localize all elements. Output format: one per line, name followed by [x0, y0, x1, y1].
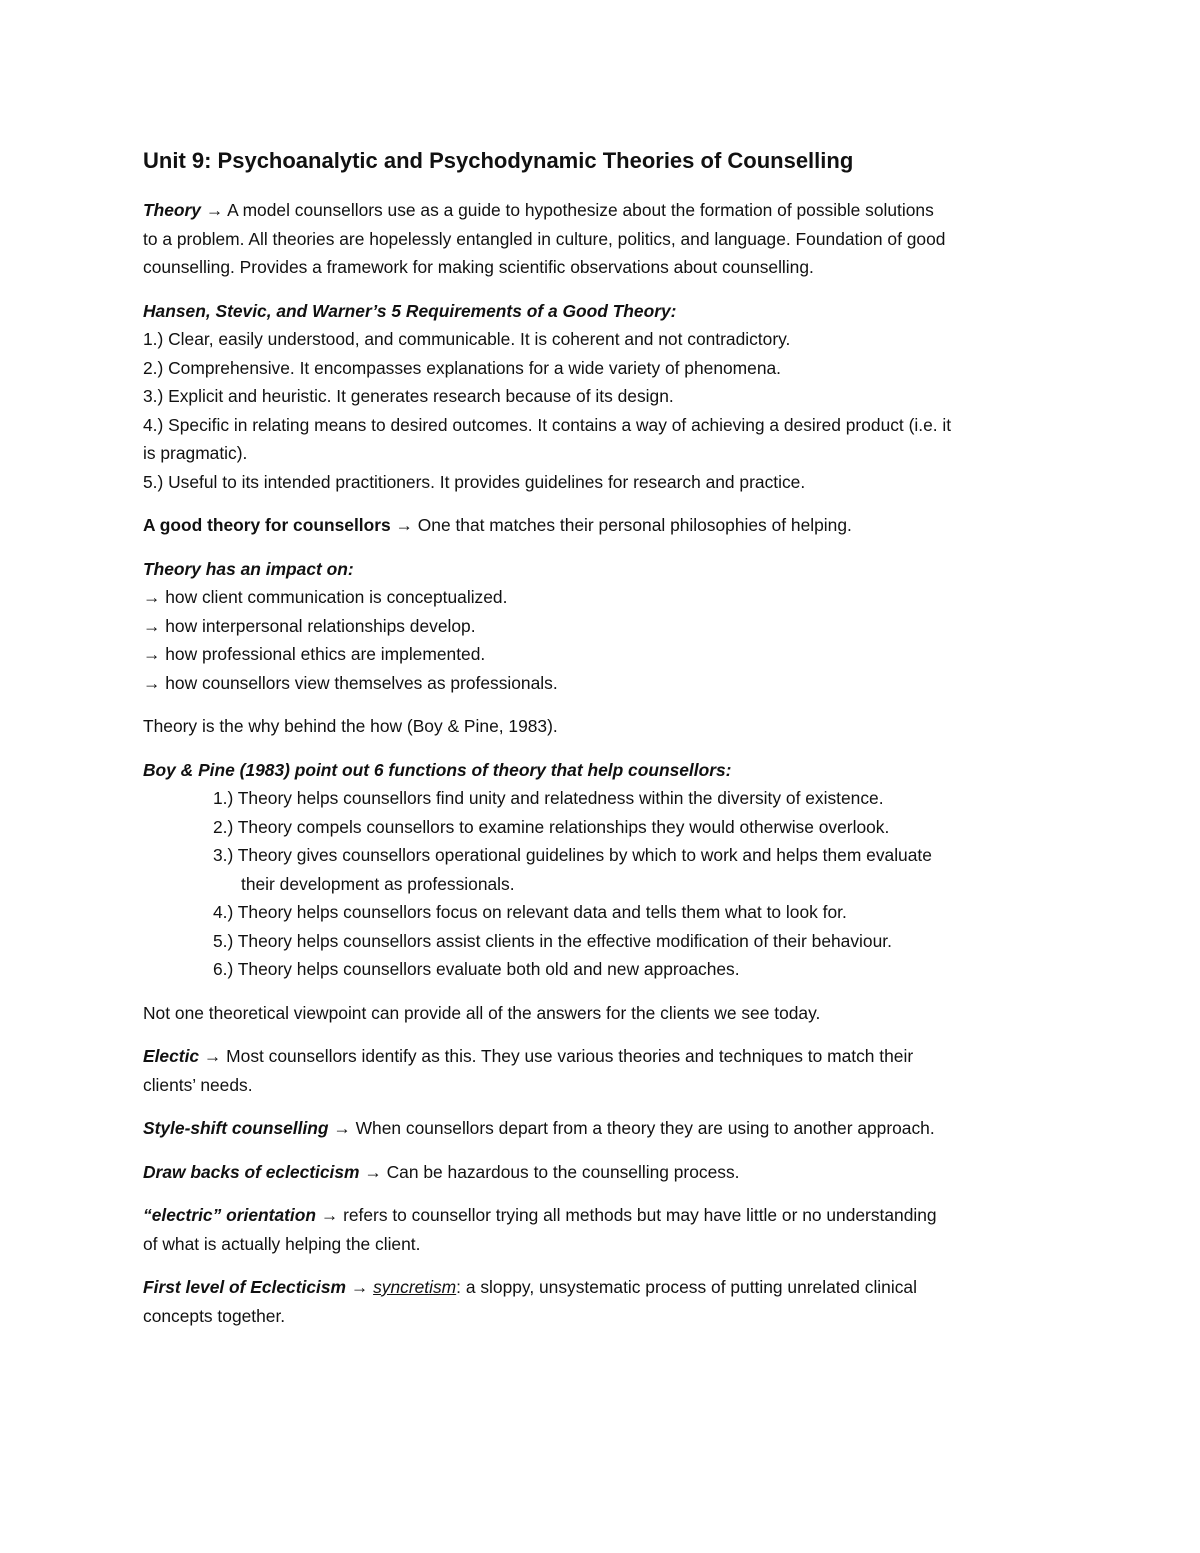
why-paragraph: Theory is the why behind the how (Boy & Pine, 1983). — [143, 716, 558, 736]
first-level-definition: First level of Eclecticism → syncretism: a sloppy, unsystematic process of putting unrelated clinical concepts together. — [143, 1277, 917, 1326]
page-title: Unit 9: Psychoanalytic and Psychodynamic Theories of Counselling — [143, 148, 854, 173]
right-arrow-icon: → — [143, 672, 161, 693]
function-item: 5.) Theory helps counsellors assist clients in the effective modification of their behaviour. — [213, 930, 892, 951]
right-arrow-icon: → — [333, 1118, 351, 1138]
right-arrow-icon: → — [364, 1161, 382, 1182]
impact-section — [143, 555, 1060, 698]
drawbacks-definition: Draw backs of eclecticism → Can be hazardous to the counselling process. — [143, 1161, 740, 1182]
impact-item: → how professional ethics are implemented. — [143, 644, 486, 664]
electic-term: Electic — [143, 1046, 200, 1066]
good-theory-term: A good theory for counsellors — [143, 515, 391, 535]
requirement-item: 2.) Comprehensive. It encompasses explanations for a wide variety of phenomena. — [143, 357, 782, 378]
electic-definition: Electic → Most counsellors identify as this. They use various theories and techniques to match their clients’ needs. — [143, 1046, 914, 1095]
right-arrow-icon: → — [205, 200, 224, 220]
impact-item: → how interpersonal relationships develop. — [143, 615, 476, 636]
impact-item: → how counsellors view themselves as professionals. — [143, 672, 558, 693]
function-item: 4.) Theory helps counsellors focus on relevant data and tells them what to look for. — [213, 902, 847, 922]
right-arrow-icon: → — [320, 1205, 339, 1225]
right-arrow-icon: → — [143, 644, 161, 664]
electric-definition: “electric” orientation → refers to counsellor trying all methods but may have little or no understanding of what is actually helping the client. — [143, 1205, 937, 1254]
theory-definition — [143, 196, 1060, 282]
requirement-item: 3.) Explicit and heuristic. It generates research because of its design. — [143, 386, 674, 406]
style-shift-definition: Style-shift counselling → When counsellors depart from a theory they are using to another approach. — [143, 1118, 935, 1138]
requirement-item: 5.) Useful to its intended practitioners. It provides guidelines for research and practice. — [143, 471, 806, 492]
function-item: 1.) Theory helps counsellors find unity and relatedness within the diversity of existence. — [213, 788, 884, 808]
electric-term: “electric” orientation — [143, 1205, 316, 1225]
syncretism-keyword: syncretism — [373, 1277, 457, 1297]
not-one-paragraph: Not one theoretical viewpoint can provide all of the answers for the clients we see today. — [143, 1002, 821, 1023]
drawbacks-term: Draw backs of eclecticism — [143, 1161, 360, 1182]
right-arrow-icon: → — [143, 615, 161, 636]
impact-heading: Theory has an impact on: — [143, 558, 354, 579]
right-arrow-icon: → — [203, 1046, 222, 1066]
right-arrow-icon: → — [395, 515, 413, 535]
theory-term: Theory — [143, 200, 201, 220]
requirement-item: is pragmatic). — [143, 443, 248, 463]
requirement-item: 1.) Clear, easily understood, and communicable. It is coherent and not contradictory. — [143, 329, 791, 349]
requirements-section — [143, 297, 1060, 497]
impact-item: → how client communication is conceptualized. — [143, 587, 508, 607]
function-item-continuation: their development as professionals. — [241, 873, 515, 894]
requirements-heading: Hansen, Stevic, and Warner’s 5 Requirements of a Good Theory: — [143, 300, 677, 321]
function-item: 2.) Theory compels counsellors to examine relationships they would otherwise overlook. — [213, 816, 890, 837]
requirement-item: 4.) Specific in relating means to desired outcomes. It contains a way of achieving a desired product (i.e. it — [143, 414, 952, 435]
functions-heading: Boy & Pine (1983) point out 6 functions of theory that help counsellors: — [143, 759, 732, 780]
functions-section — [143, 756, 1060, 984]
theory-line-2: to a problem. All theories are hopelessly entangled in culture, politics, and language. Foundation of good — [143, 228, 946, 249]
right-arrow-icon: → — [350, 1277, 369, 1297]
first-level-term: First level of Eclecticism — [143, 1277, 346, 1297]
good-theory-definition: A good theory for counsellors → One that matches their personal philosophies of helping. — [143, 515, 852, 535]
function-item: 3.) Theory gives counsellors operational guidelines by which to work and helps them evaluate — [213, 845, 932, 865]
theory-line-3: counselling. Provides a framework for making scientific observations about counselling. — [143, 257, 814, 277]
style-shift-term: Style-shift counselling — [143, 1118, 329, 1138]
right-arrow-icon: → — [143, 587, 161, 607]
function-item: 6.) Theory helps counsellors evaluate both old and new approaches. — [213, 959, 740, 979]
theory-line-1: Theory → A model counsellors use as a guide to hypothesize about the formation of possible solutions — [143, 200, 934, 220]
